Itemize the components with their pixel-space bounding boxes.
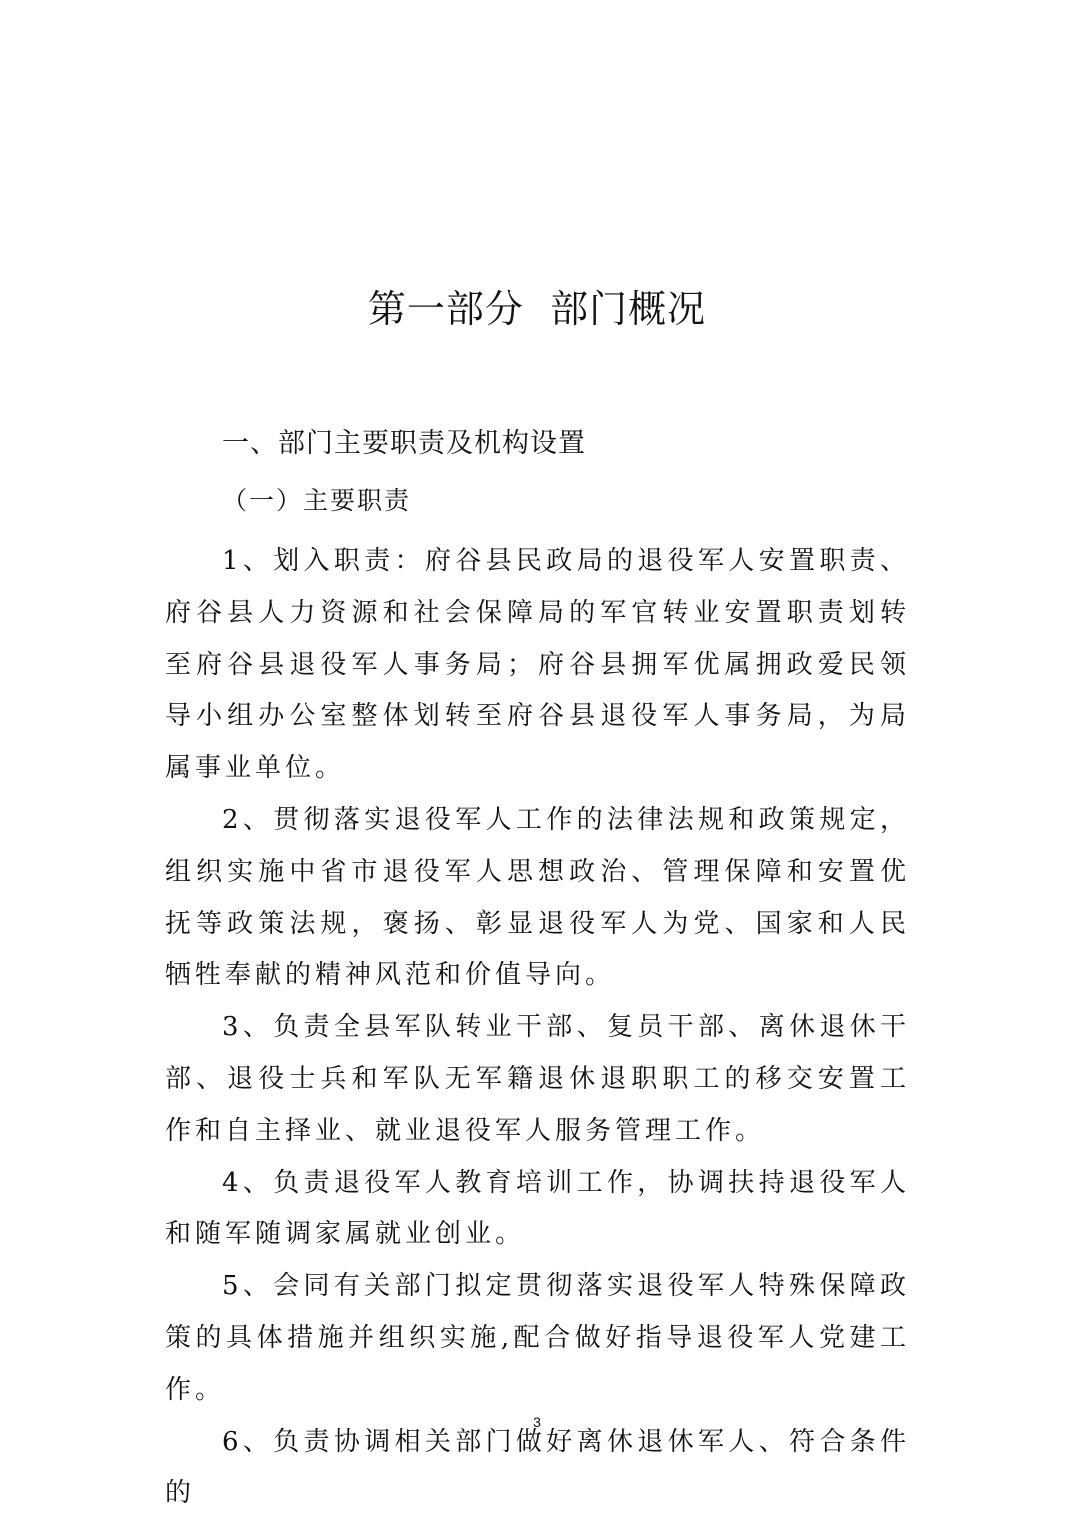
page-number: 3 xyxy=(533,1414,541,1430)
paragraph-3: 3、负责全县军队转业干部、复员干部、离休退休干部、退役士兵和军队无军籍退休退职职工的移交安置工作和自主择业、就业退役军人服务管理工作。 xyxy=(165,1012,910,1146)
sub-heading: （一）主要职责 xyxy=(222,486,412,515)
paragraph-4: 4、负责退役军人教育培训工作，协调扶持退役军人和随军随调家属就业创业。 xyxy=(165,1167,910,1250)
section-heading: 一、部门主要职责及机构设置 xyxy=(222,428,586,459)
paragraph-2: 2、贯彻落实退役军人工作的法律法规和政策规定，组织实施中省市退役军人思想政治、管理保障和安置优抚等政策法规，褒扬、彰显退役军人为党、国家和人民牺牲奉献的精神风范和价值导向。 xyxy=(165,804,910,991)
body-text xyxy=(165,536,910,1520)
page-title: 第一部分 部门概况 xyxy=(367,287,707,332)
paragraph-6: 6、负责协调相关部门做好离休退休军人、符合条件的 xyxy=(165,1426,910,1509)
paragraph-1: 1、划入职责：府谷县民政局的退役军人安置职责、府谷县人力资源和社会保障局的军官转业安置职责划转至府谷县退役军人事务局；府谷县拥军优属拥政爱民领导小组办公室整体划转至府谷县退役军人事务局，为局属事业单位。 xyxy=(165,546,910,784)
paragraph-5: 5、会同有关部门拟定贯彻落实退役军人特殊保障政策的具体措施并组织实施,配合做好指导退役军人党建工作。 xyxy=(165,1271,910,1405)
